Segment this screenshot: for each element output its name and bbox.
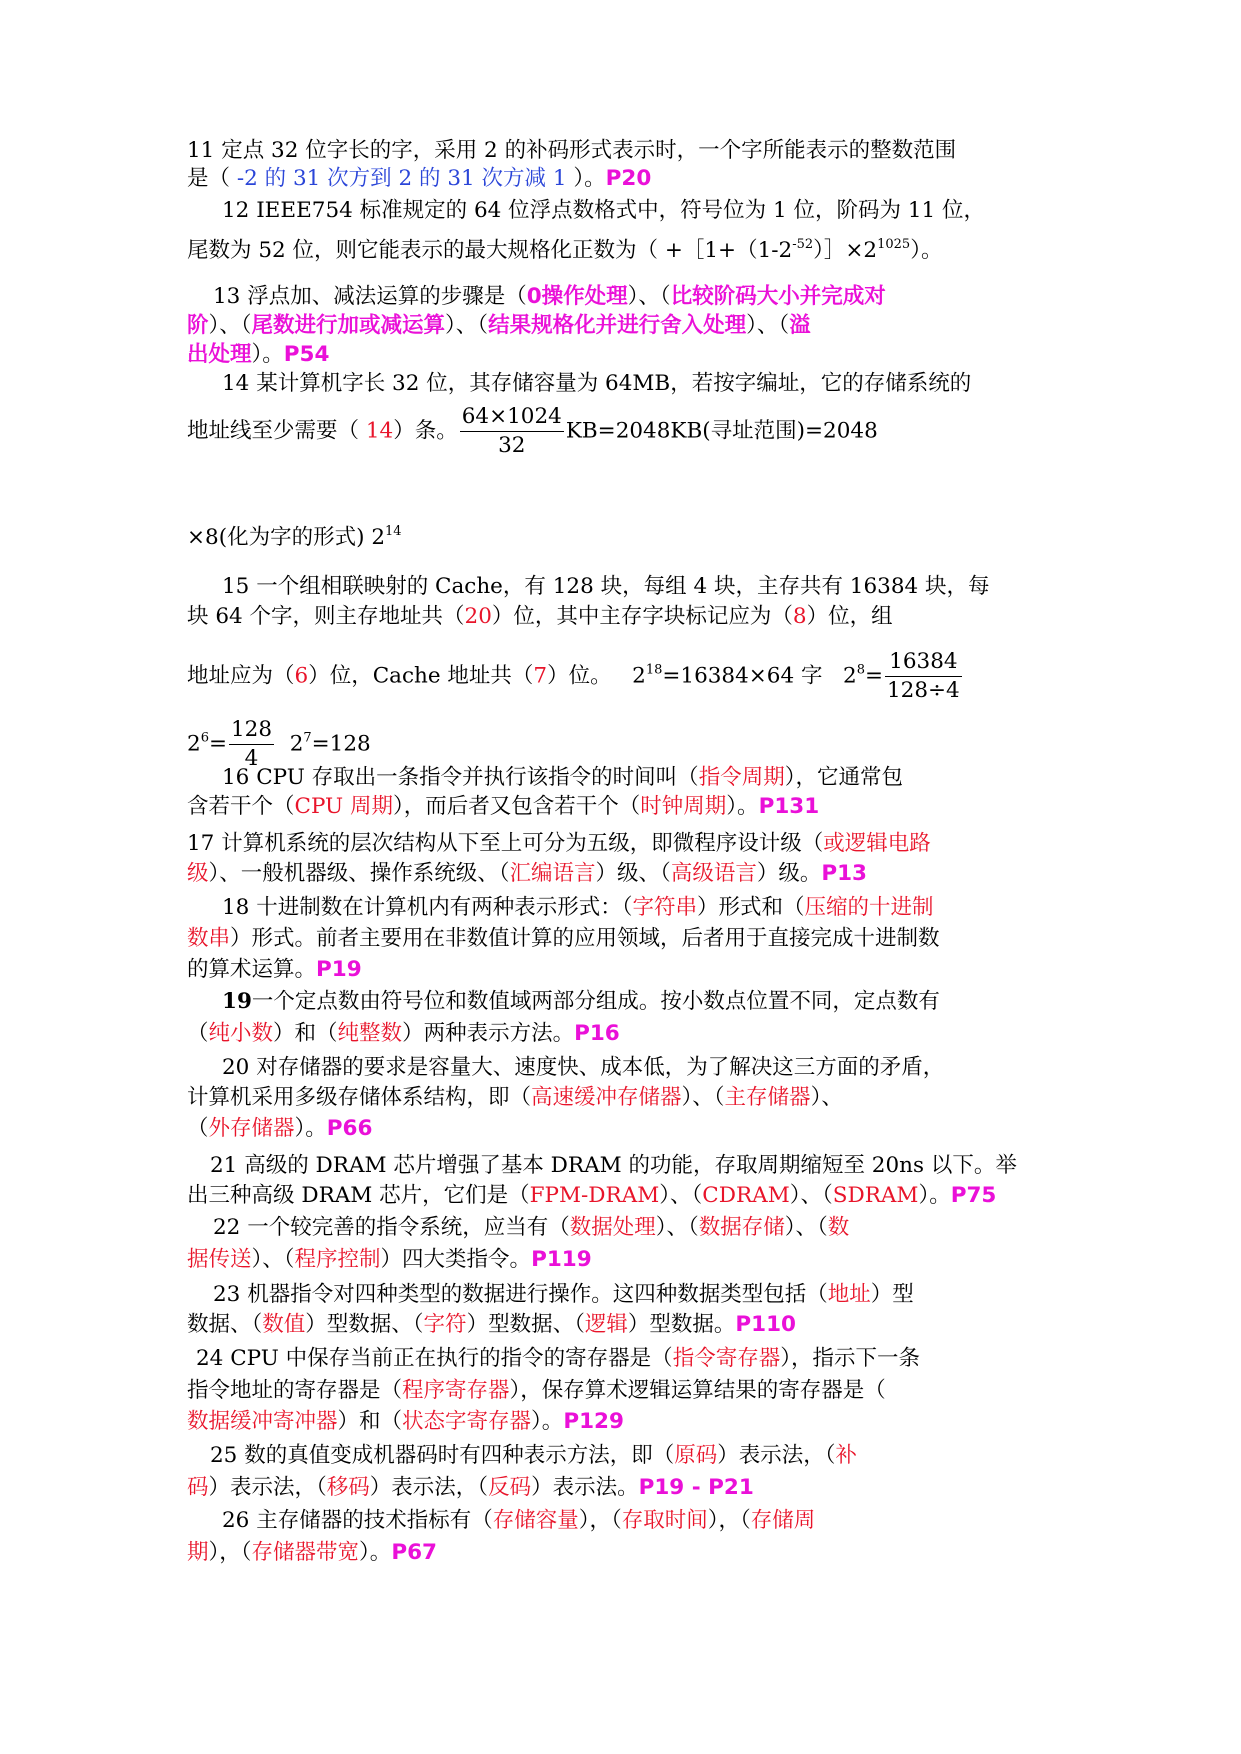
q13-line2: 阶）、（尾数进行加或减运算）、（结果规格化并进行舍入处理）、（溢 [187, 313, 811, 338]
q18-line1: 18 十进制数在计算机内有两种表示形式：（字符串）形式和（压缩的十进制 [222, 895, 934, 920]
q26-line2: 期），（存储器带宽）。P67 [187, 1540, 437, 1565]
q21-page-ref: P75 [950, 1183, 997, 1208]
q20-line1: 20 对存储器的要求是容量大、速度快、成本低，为了解决这三方面的矛盾， [222, 1055, 945, 1080]
q25-page-ref: P19 - P21 [638, 1475, 754, 1500]
q18-page-ref: P19 [316, 957, 362, 982]
q14-line1: 14 某计算机字长 32 位，其存储容量为 64MB，若按字编址，它的存储系统的 [222, 371, 972, 396]
q26-page-ref: P67 [391, 1540, 437, 1565]
q13-line3: 出处理）。P54 [187, 342, 330, 367]
q11-line1: 11 定点 32 位字长的字，采用 2 的补码形式表示时，一个字所能表示的整数范围 [187, 138, 957, 163]
q22-line2: 据传送）、（程序控制）四大类指令。P119 [187, 1247, 592, 1272]
q16-line2: 含若干个（CPU 周期），而后者又包含若干个（时钟周期）。P131 [187, 794, 820, 819]
q23-line2: 数据、（数值）型数据、（字符）型数据、（逻辑）型数据。P110 [187, 1312, 796, 1337]
q15-fraction-a: $\frac{16384}{128\div 4}$ [887, 649, 960, 703]
q20-page-ref: P66 [326, 1116, 373, 1141]
q22-line1: 22 一个较完善的指令系统，应当有（数据处理）、（数据存储）、（数 [213, 1215, 850, 1240]
q17-page-ref: P13 [821, 861, 868, 886]
q14-line3: ×8(化为字的形式) $2^{14}$ [187, 524, 402, 550]
q20-line2: 计算机采用多级存储体系结构，即（高速缓冲存储器）、（主存储器）、 [187, 1085, 843, 1110]
q16-page-ref: P131 [758, 794, 820, 819]
q25-line2: 码）表示法，（移码）表示法，（反码）表示法。P19 - P21 [187, 1475, 754, 1500]
q24-page-ref: P129 [563, 1409, 624, 1434]
q20-line3: （外存储器）。P66 [187, 1116, 373, 1141]
q12-line2: 尾数为 52 位，则它能表示的最大规格化正数为（ $+[1+(1-2^{-52})]\times 2^{1025}$）。 [187, 237, 943, 263]
q24-line3: 数据缓冲寄冲器）和（状态字寄存器）。P129 [187, 1409, 624, 1434]
q15-fraction-b: $\frac{128}{4}$ [230, 717, 273, 771]
q11-answer: -2 的 31 次方到 2 的 31 次方减 1 [236, 166, 567, 191]
q11-page-ref: P20 [605, 166, 652, 191]
q17-line1: 17 计算机系统的层次结构从下至上可分为五级，即微程序设计级（或逻辑电路 [187, 831, 931, 856]
q24-line2: 指令地址的寄存器是（程序寄存器），保存算术逻辑运算结果的寄存器是（ [187, 1378, 886, 1403]
q12-line1: 12 IEEE754 标准规定的 64 位浮点数格式中，符号位为 1 位，阶码为 11 位， [222, 198, 986, 223]
q15-line3: 地址应为（6）位，Cache 地址共（7）位。 $2^{18}=16384\times 64$ 字 $2^8=$ $\frac{16384}{128\div 4}$ [187, 649, 960, 703]
q15-line1: 15 一个组相联映射的 Cache，有 128 块，每组 4 块，主存共有 16384 块，每 [222, 574, 990, 599]
q13-page-ref: P54 [283, 342, 330, 367]
q23-line1: 23 机器指令对四种类型的数据进行操作。这四种数据类型包括（地址）型 [213, 1282, 914, 1307]
q21-line2: 出三种高级 DRAM 芯片，它们是（FPM-DRAM）、（CDRAM）、（SDRAM）。P75 [187, 1183, 997, 1208]
q26-line1: 26 主存储器的技术指标有（存储容量），（存取时间），（存储周 [222, 1508, 816, 1533]
q23-page-ref: P110 [735, 1312, 796, 1337]
q14-line2: 地址线至少需要（ 14）条。 $\frac{64\times 1024}{32}$ KB=2048KB(寻址范围)=2048 [187, 404, 878, 458]
q16-line1: 16 CPU 存取出一条指令并执行该指令的时间叫（指令周期），它通常包 [222, 765, 903, 790]
q18-line3: 的算术运算。P19 [187, 957, 362, 982]
q24-line1: 24 CPU 中保存当前正在执行的指令的寄存器是（指令寄存器），指示下一条 [196, 1346, 920, 1371]
q17-line2: 级）、一般机器级、操作系统级、（汇编语言）级、（高级语言）级。P13 [187, 861, 868, 886]
q25-line1: 25 数的真值变成机器码时有四种表示方法，即（原码）表示法，（补 [210, 1443, 857, 1468]
q19-page-ref: P16 [574, 1021, 620, 1046]
q15-line4: $2^6=$ $\frac{128}{4}$ $2^7=128$ [187, 717, 371, 771]
q22-page-ref: P119 [531, 1247, 592, 1272]
q21-line1: 21 高级的 DRAM 芯片增强了基本 DRAM 的功能，存取周期缩短至 20ns 以下。举 [210, 1153, 1017, 1178]
q19-line1: 19一个定点数由符号位和数值域两部分组成。按小数点位置不同，定点数有 [222, 989, 940, 1014]
q14-fraction: $\frac{64\times 1024}{32}$ [461, 404, 562, 458]
q13-line1: 13 浮点加、减法运算的步骤是（0操作处理）、（比较阶码大小并完成对 [213, 284, 886, 309]
q18-line2: 数串）形式。前者主要用在非数值计算的应用领域，后者用于直接完成十进制数 [187, 926, 940, 951]
q15-line2: 块 64 个字，则主存地址共（20）位，其中主存字块标记应为（8）位，组 [187, 604, 893, 629]
q19-line2: （纯小数）和（纯整数）两种表示方法。P16 [187, 1021, 620, 1046]
q11-line2: 是（ -2 的 31 次方到 2 的 31 次方减 1 ）。P20 [187, 166, 652, 191]
